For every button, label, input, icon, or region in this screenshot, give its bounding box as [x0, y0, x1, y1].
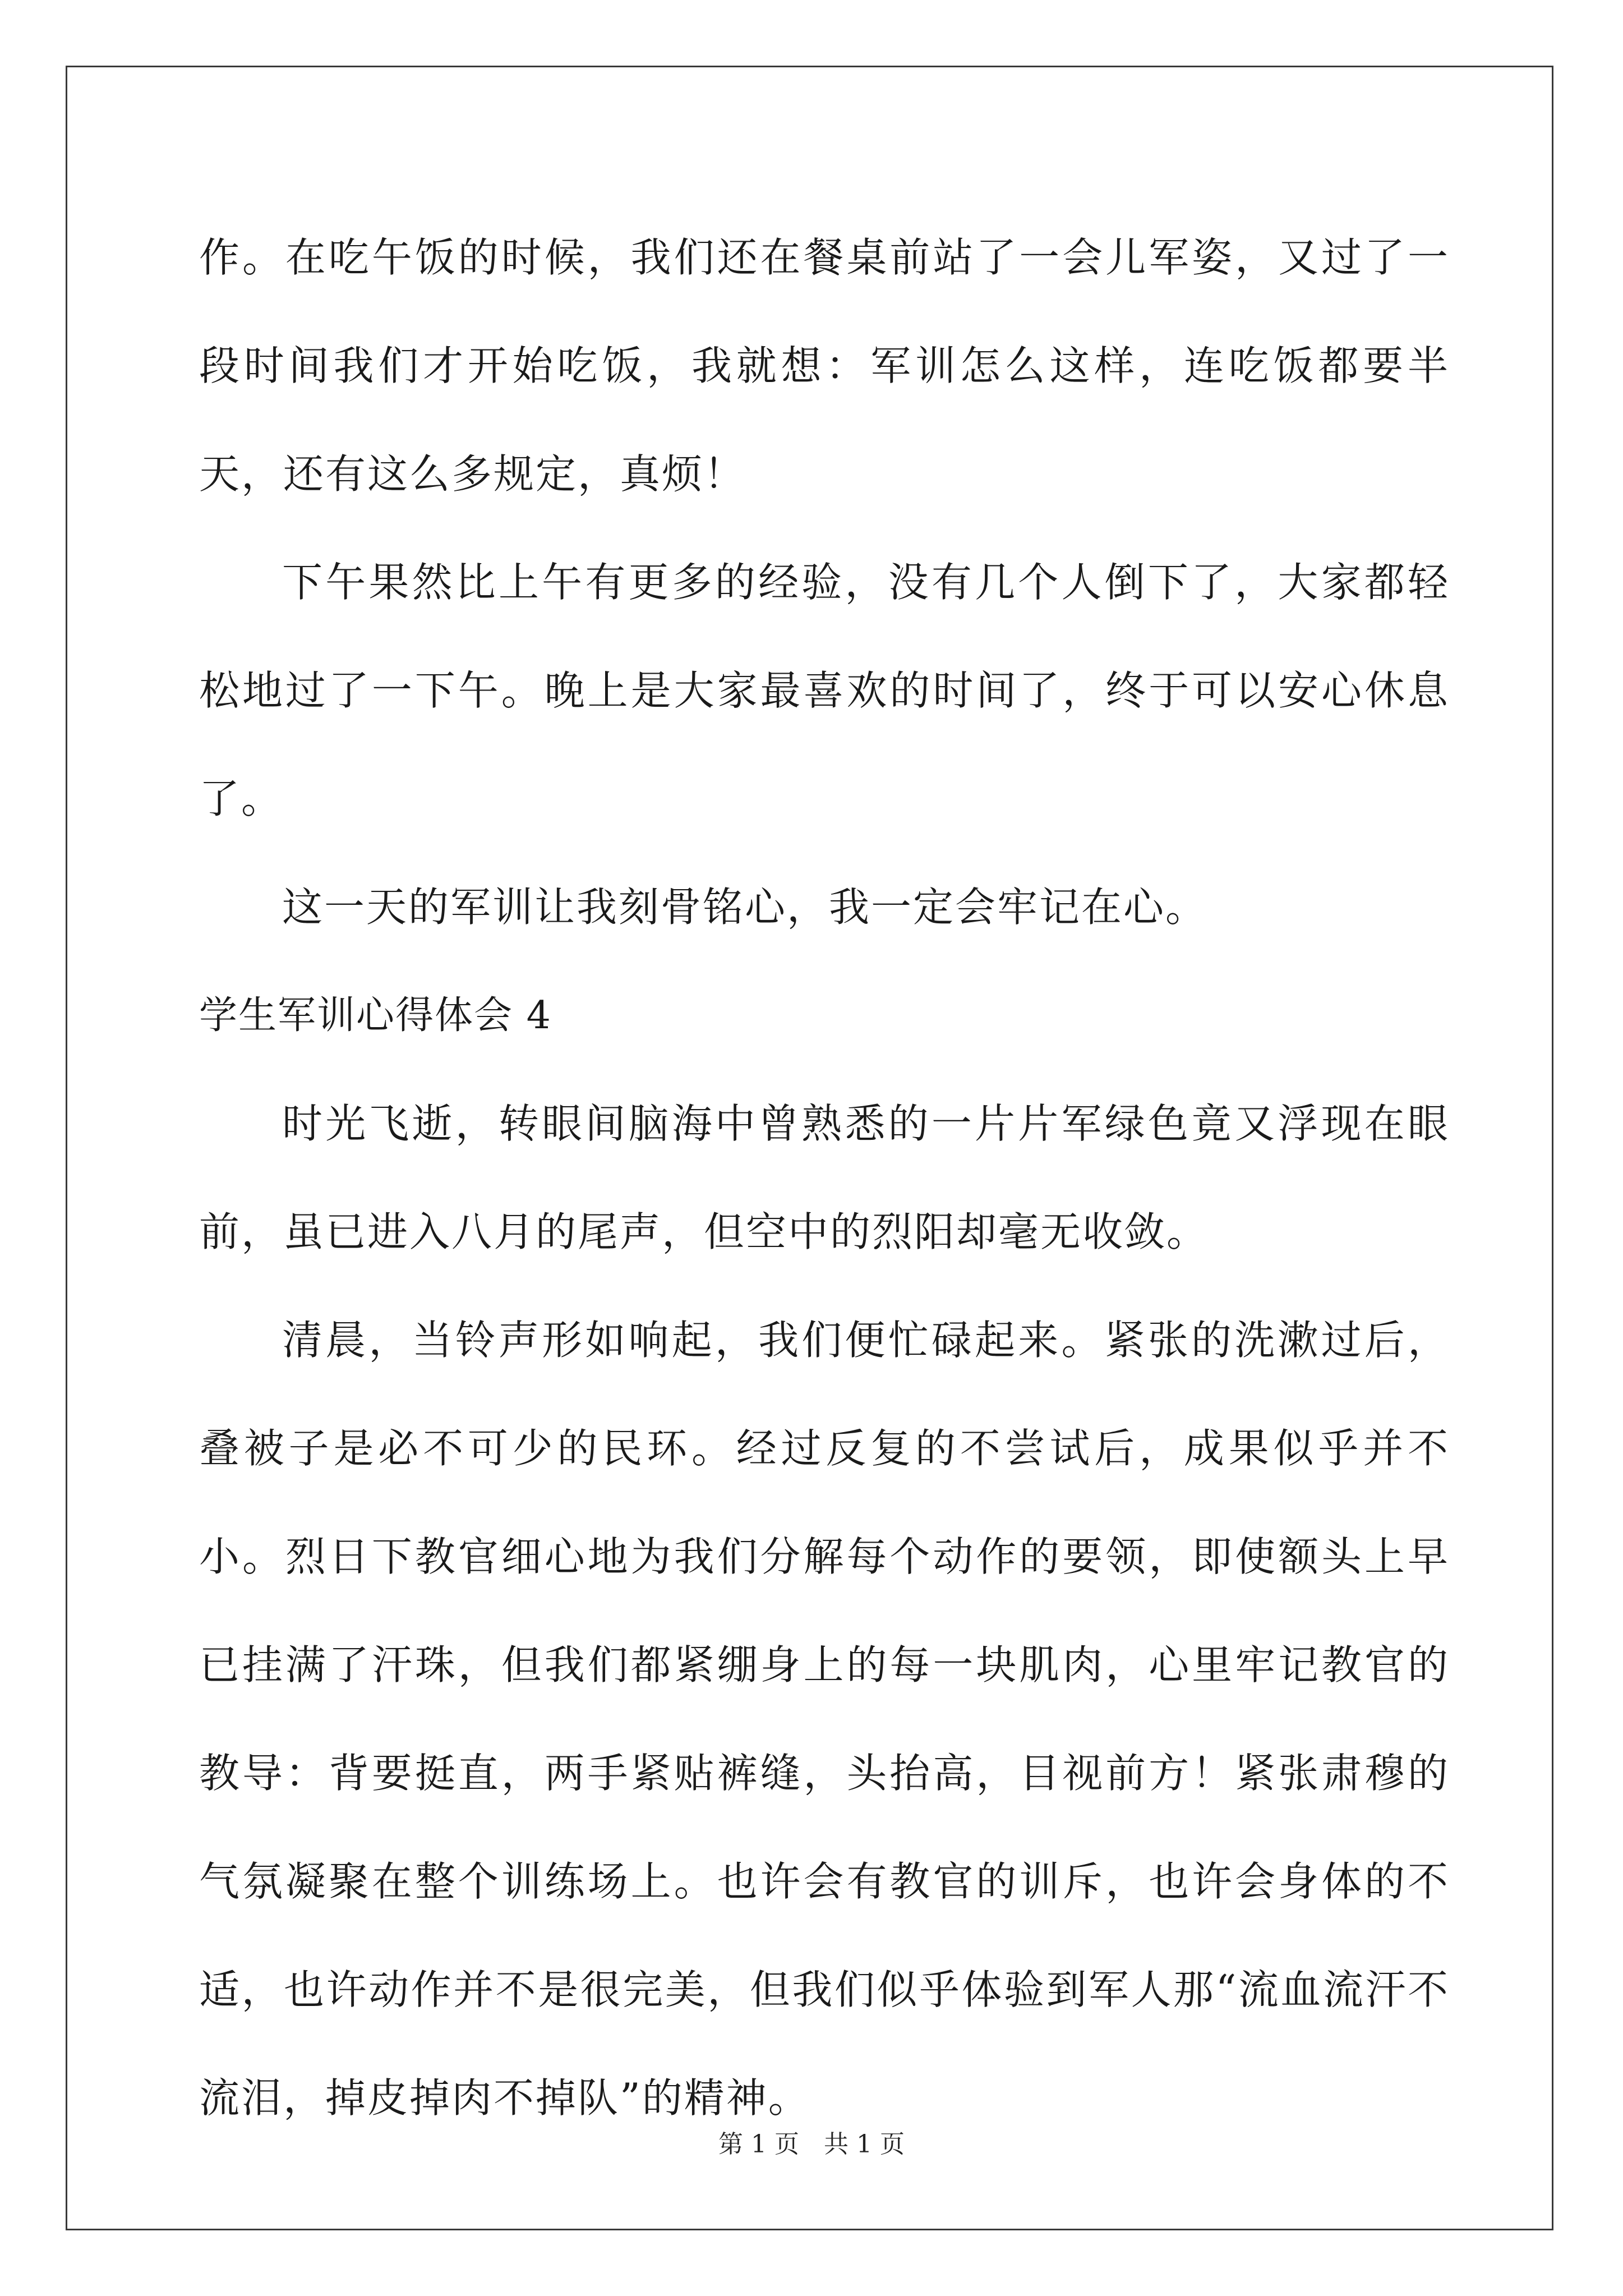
page-footer: 第 1 页 共 1 页	[718, 2130, 905, 2159]
paragraph-4: 时光飞逝，转眼间脑海中曾熟悉的一片片军绿色竟又浮现在眼前，虽已进入八月的尾声，但空中的烈阳却毫无收敛。	[199, 1100, 1450, 1255]
paragraph-3: 这一天的军训让我刻骨铭心，我一定会牢记在心。	[282, 884, 1208, 931]
paragraph-2: 下午果然比上午有更多的经验，没有几个人倒下了，大家都轻松地过了一下午。晚上是大家最喜欢的时间了，终于可以安心休息了。	[199, 559, 1450, 822]
section-heading: 学生军训心得体会 4	[199, 993, 552, 1038]
paragraph-5: 清晨，当铃声形如响起，我们便忙碌起来。紧张的洗漱过后，叠被子是必不可少的民环。经过反复的不尝试后，成果似乎并不小。烈日下教官细心地为我们分解每个动作的要领，即使额头上早已挂满了汗珠，但我们都紧绷身上的每一块肌肉，心里牢记教官的教导：背要挺直，两手紧贴裤缝，头抬高，目视前方！紧张肃穆的气氛凝聚在整个训练场上。也许会有教官的训斥，也许会身体的不适，也许动作并不是很完美，但我们似乎体验到军人那“流血流汗不流泪，掉皮掉肉不掉队”的精神。	[199, 1317, 1450, 2122]
paragraph-1: 作。在吃午饭的时候，我们还在餐桌前站了一会儿军姿，又过了一段时间我们才开始吃饭，我就想：军训怎么这样，连吃饭都要半天，还有这么多规定，真烦！	[199, 234, 1450, 498]
document-body	[199, 204, 1450, 2152]
